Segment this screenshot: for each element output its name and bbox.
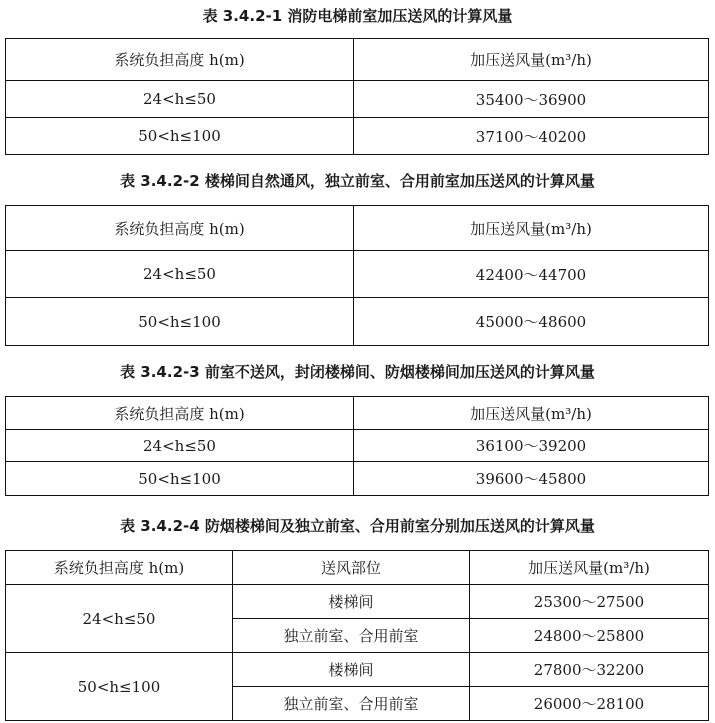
table-3-header-row	[6, 397, 709, 430]
airflow-cell: 39600～45800	[354, 462, 709, 496]
table-2-header-row	[6, 206, 709, 251]
header-height-cell: 系统负担高度 h(m)	[6, 39, 354, 81]
table-1-caption: 表 3.4.2-1 消防电梯前室加压送风的计算风量	[202, 7, 513, 25]
height-cell: 24<h≤50	[6, 251, 354, 298]
table-3-caption: 表 3.4.2-3 前室不送风，封闭楼梯间、防烟楼梯间加压送风的计算风量	[120, 363, 595, 381]
airflow-cell: 45000～48600	[354, 298, 709, 346]
table-row	[6, 251, 709, 298]
header-airflow-cell: 加压送风量(m³/h)	[354, 397, 709, 430]
supply-location-cell: 独立前室、合用前室	[233, 687, 470, 721]
table-4-caption: 表 3.4.2-4 防烟楼梯间及独立前室、合用前室分别加压送风的计算风量	[120, 517, 595, 535]
header-airflow-cell: 加压送风量(m³/h)	[470, 551, 709, 585]
airflow-cell: 24800～25800	[470, 619, 709, 653]
header-height-cell: 系统负担高度 h(m)	[6, 206, 354, 251]
table-row	[6, 118, 709, 155]
table-row	[6, 653, 709, 687]
supply-location-cell: 独立前室、合用前室	[233, 619, 470, 653]
header-airflow-cell: 加压送风量(m³/h)	[354, 206, 709, 251]
table-3	[5, 396, 709, 496]
airflow-cell: 35400～36900	[354, 81, 709, 118]
table-row	[6, 430, 709, 462]
height-cell: 24<h≤50	[6, 81, 354, 118]
airflow-cell: 25300～27500	[470, 585, 709, 619]
table-1	[5, 38, 709, 155]
height-cell: 50<h≤100	[6, 118, 354, 155]
height-cell: 50<h≤100	[6, 462, 354, 496]
height-cell: 24<h≤50	[6, 585, 233, 653]
table-2	[5, 205, 709, 346]
height-cell: 50<h≤100	[6, 298, 354, 346]
header-supply-location-cell: 送风部位	[233, 551, 470, 585]
table-2-caption: 表 3.4.2-2 楼梯间自然通风，独立前室、合用前室加压送风的计算风量	[120, 172, 595, 190]
table-4	[5, 550, 709, 721]
height-cell: 24<h≤50	[6, 430, 354, 462]
table-row	[6, 81, 709, 118]
header-airflow-cell: 加压送风量(m³/h)	[354, 39, 709, 81]
header-height-cell: 系统负担高度 h(m)	[6, 397, 354, 430]
airflow-cell: 26000～28100	[470, 687, 709, 721]
supply-location-cell: 楼梯间	[233, 653, 470, 687]
header-height-cell: 系统负担高度 h(m)	[6, 551, 233, 585]
table-row	[6, 585, 709, 619]
table-1-header-row	[6, 39, 709, 81]
airflow-cell: 27800～32200	[470, 653, 709, 687]
airflow-cell: 36100～39200	[354, 430, 709, 462]
supply-location-cell: 楼梯间	[233, 585, 470, 619]
height-cell: 50<h≤100	[6, 653, 233, 721]
airflow-cell: 37100～40200	[354, 118, 709, 155]
table-4-header-row	[6, 551, 709, 585]
table-row	[6, 298, 709, 346]
table-row	[6, 462, 709, 496]
airflow-cell: 42400～44700	[354, 251, 709, 298]
